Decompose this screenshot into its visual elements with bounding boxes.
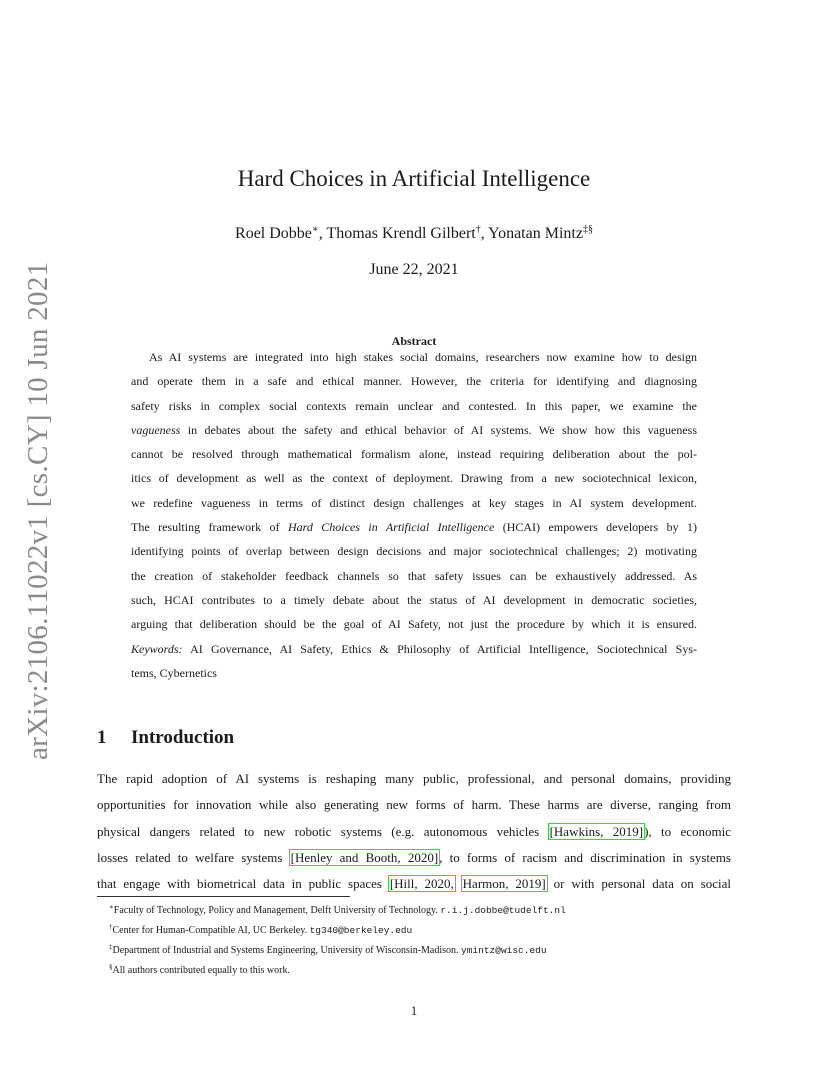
abstract-line: itics of development as well as the context of deployment. Drawing from a new sociotechnical lexicon, <box>131 471 697 486</box>
body-line <box>97 819 731 845</box>
footnote-mark[interactable]: † <box>475 224 481 235</box>
author-name: Roel Dobbe <box>235 225 312 242</box>
abstract-line: As AI systems are integrated into high stakes social domains, researchers now examine how to design <box>149 350 697 364</box>
abstract-line: cannot be resolved through mathematical formalism alone, instead requiring deliberation about the pol- <box>131 447 697 462</box>
footnote-text: Faculty of Technology, Policy and Management, Delft University of Technology. <box>113 905 441 916</box>
body-line-text <box>455 876 462 891</box>
footnote-text: Center for Human-Compatible AI, UC Berkeley. <box>112 925 310 936</box>
abstract-line: the creation of stakeholder feedback channels so that safety issues can be exhaustively addressed. As <box>131 568 697 583</box>
abstract-line-text: (HCAI) empowers developers by 1) <box>494 520 697 535</box>
keywords-label: Keywords: <box>131 641 183 656</box>
footnote-mark[interactable]: ‡§ <box>582 224 593 235</box>
author-name: Thomas Krendl Gilbert <box>326 225 476 242</box>
footnotes <box>109 899 729 979</box>
citation-link[interactable]: [Henley and Booth, 2020] <box>290 849 439 865</box>
abstract-line <box>131 418 697 442</box>
paper-title: Hard Choices in Artificial Intelligence <box>237 166 591 191</box>
page-number: 1 <box>410 1003 418 1018</box>
footnote <box>109 919 729 939</box>
emphasis-term: Hard Choices in Artificial Intelligence <box>287 520 495 535</box>
arxiv-identifier-stamp: arXiv:2106.11022v1 [cs.CY] 10 Jun 2021 <box>22 261 54 760</box>
email-address: tg340@berkeley.edu <box>309 925 413 936</box>
body-line-text: that engage with biometrical data in public spaces <box>97 876 389 892</box>
footnote-mark: ‡ <box>109 943 113 951</box>
body-line-text: ), to economic <box>644 823 731 839</box>
abstract-line: such, HCAI contributes to a timely debate about the status of AI development in democratic societies, <box>131 592 697 607</box>
body-line-text: losses related to welfare systems <box>97 849 290 865</box>
footnote-mark[interactable]: ∗ <box>311 224 319 235</box>
body-line: opportunities for innovation while also generating new forms of harm. These harms are diverse, ranging from <box>97 797 731 813</box>
abstract-line: safety risks in complex social contexts remain unclear and contested. In this paper, we examine the <box>131 398 697 413</box>
body-line-text: , to forms of racism and discrimination in systems <box>439 849 731 865</box>
body-line <box>97 845 731 871</box>
abstract-line: and operate them in a safe and ethical manner. However, the criteria for identifying and diagnosing <box>131 374 697 389</box>
abstract-heading: Abstract <box>391 334 437 348</box>
keywords-text: AI Governance, AI Safety, Ethics & Philosophy of Artificial Intelligence, Sociotechnical Sys- <box>182 641 697 656</box>
footnote-mark: ∗ <box>109 903 114 911</box>
footnote-text: Department of Industrial and Systems Engineering, University of Wisconsin-Madison. <box>112 945 462 956</box>
emphasis-term: vagueness <box>131 422 181 437</box>
body-line-text: physical dangers related to new robotic systems (e.g. autonomous vehicles <box>97 823 549 839</box>
footnote-rule <box>97 896 350 897</box>
footnote-mark: † <box>109 923 113 931</box>
author-separator: , <box>480 225 489 242</box>
abstract-line: identifying points of overlap between design decisions and major sociotechnical challenges; 2) motivating <box>131 544 697 559</box>
footnote-mark: § <box>109 963 113 971</box>
citation-link[interactable]: [Hill, 2020, <box>389 876 454 892</box>
footnote <box>109 899 729 919</box>
keywords-line: tems, Cybernetics <box>131 665 217 680</box>
body-line: The rapid adoption of AI systems is reshaping many public, professional, and personal domains, providing <box>97 771 731 786</box>
author-name: Yonatan Mintz <box>488 225 583 242</box>
author-list <box>0 219 828 245</box>
section-title: Introduction <box>131 727 235 748</box>
body-line <box>97 871 731 897</box>
abstract-line: arguing that deliberation should be the goal of AI Safety, not just the procedure by which it is ensured. <box>131 617 697 632</box>
footnote <box>109 959 729 979</box>
publication-date: June 22, 2021 <box>369 261 459 278</box>
abstract-line: we redefine vagueness in terms of distinct design challenges at key stages in AI system development. <box>131 495 697 510</box>
abstract-line-text: The resulting framework of <box>131 520 288 535</box>
keywords-line <box>131 637 697 661</box>
intro-paragraph <box>97 766 731 897</box>
email-address: r.i.j.dobbe@tudelft.nl <box>440 905 566 916</box>
abstract-line <box>131 515 697 539</box>
citation-link[interactable]: [Hawkins, 2019] <box>549 823 644 839</box>
body-line-text: or with personal data on social <box>546 876 731 892</box>
abstract-body <box>131 345 697 685</box>
footnote-text: All authors contributed equally to this work. <box>112 965 290 976</box>
section-number: 1 <box>97 727 107 748</box>
citation-link[interactable]: Harmon, 2019] <box>462 876 546 892</box>
email-address: ymintz@wisc.edu <box>461 945 547 956</box>
footnote <box>109 939 729 959</box>
section-heading <box>97 726 234 750</box>
abstract-line-text: in debates about the safety and ethical behavior of AI systems. We show how this vagueness <box>180 422 697 437</box>
author-separator: , <box>318 225 327 242</box>
